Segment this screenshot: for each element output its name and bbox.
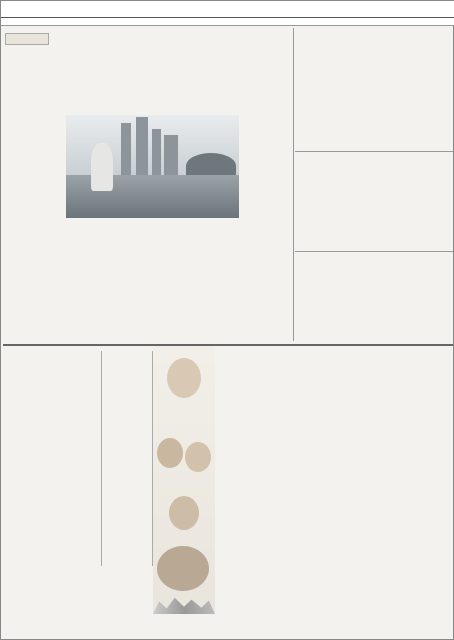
feature-illustration	[153, 346, 215, 614]
feature-intro	[101, 351, 153, 566]
portrait-image	[157, 438, 183, 468]
portrait-image	[167, 358, 201, 398]
mountain-image	[153, 596, 215, 614]
portrait-image	[185, 442, 211, 472]
masthead	[1, 1, 454, 18]
merlion-statue	[91, 143, 113, 191]
food-image	[157, 546, 209, 591]
story-kicker	[5, 33, 49, 45]
editorial-bar	[1, 18, 454, 26]
singapore-photo	[66, 115, 239, 218]
portrait-image	[169, 496, 199, 530]
bottom-feature	[3, 344, 453, 639]
